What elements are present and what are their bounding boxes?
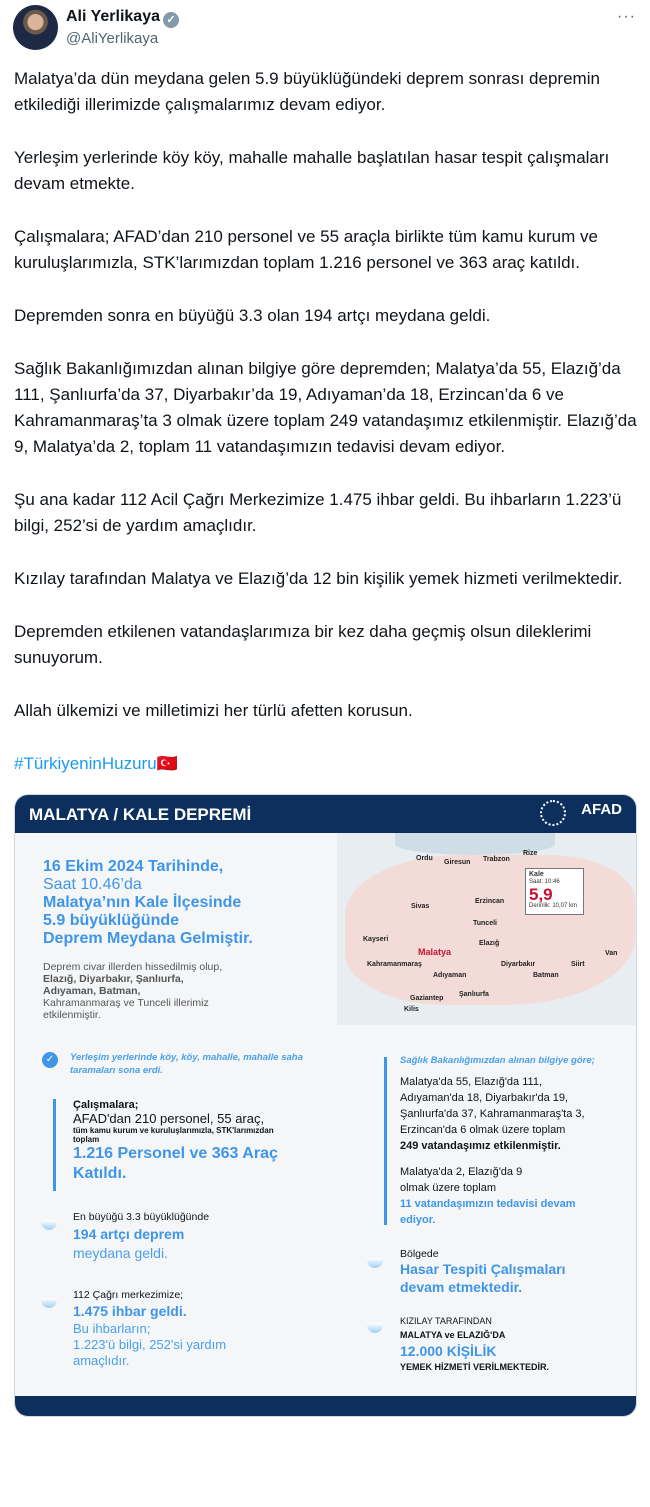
turkey-flag-icon: 🇹🇷	[156, 754, 178, 773]
infographic-title: MALATYA / KALE DEPREMİ	[15, 795, 636, 833]
map-city-label: Siirt	[571, 961, 585, 968]
more-options-icon[interactable]: ···	[617, 8, 636, 25]
map-city-label: Van	[605, 950, 618, 957]
bubble-icon	[367, 1258, 383, 1268]
scan-done-text: Yerleşim yerlerinde köy, köy, mahalle, mahalle saha taramaları sona erdi.	[70, 1052, 303, 1076]
verified-badge-icon: ✓	[163, 12, 179, 28]
map-city-label: Rize	[523, 850, 538, 857]
map-city-label: Kayseri	[363, 936, 389, 943]
afad-logo: AFAD	[581, 801, 622, 818]
map-city-label: Şanlıurfa	[459, 991, 489, 998]
tweet-paragraph: Yerleşim yerlerinde köy köy, mahalle mahalle başlatılan hasar tespit çalışmaları devam etmekte.	[14, 148, 610, 193]
map-city-label: Trabzon	[483, 856, 510, 863]
map-city-label: Ordu	[416, 855, 433, 862]
hashtag-link[interactable]: #TürkiyeninHuzuru	[14, 754, 157, 773]
map-city-label: Diyarbakır	[501, 961, 536, 968]
infographic-footer	[15, 1396, 636, 1416]
epicenter-box: Kale Saat: 10:46 5,9 Derinlik: 10,07 km	[525, 868, 584, 915]
tweet-paragraph: Depremden sonra en büyüğü 3.3 olan 194 artçı meydana geldi.	[14, 306, 491, 325]
map-city-label: Malatya	[418, 947, 452, 957]
map-city-label: Erzincan	[475, 898, 505, 905]
accent-bar	[384, 1057, 387, 1225]
tweet-paragraph: Malatya’da dün meydana gelen 5.9 büyüklüğündeki deprem sonrası depremin etkilediği illerimizde çalışmalarımız devam ediyor.	[14, 69, 600, 114]
accent-bar	[53, 1099, 56, 1191]
map-city-label: Kahramanmaraş	[367, 961, 422, 968]
map-city-label: Gaziantep	[410, 995, 444, 1002]
tweet-text	[14, 66, 639, 777]
map-city-label: Adıyaman	[433, 972, 467, 979]
health-block: Sağlık Bakanlığımızdan alınan bilgiye göre; Malatya'da 55, Elazığ'da 111, Adıyaman'da 18, Diyarbakır'da 19, Şanlıurfa'da 37, Kahramanmaraş'ta 3, Erzincan'da 6 olmak üzere toplam 249 vatandaşımız etkilenmiştir. Malatya'da 2, Elazığ'da 9 olmak üzere toplam 11 vatandaşımızın tedavisi devam ediyor.	[400, 1055, 595, 1226]
map-city-label: Tunceli	[473, 920, 497, 927]
avatar[interactable]	[13, 5, 58, 50]
map-region	[345, 855, 635, 1005]
author-name[interactable]: Ali Yerlikaya ✓	[66, 8, 179, 28]
map-city-label: Sivas	[411, 903, 430, 910]
tweet-header	[0, 0, 650, 66]
bottom-spacer	[0, 1417, 650, 1429]
map-city-label: Batman	[533, 972, 559, 979]
headline: 16 Ekim 2024 Tarihinde, Saat 10.46’da Malatya’nın Kale İlçesinde 5.9 büyüklüğünde Deprem Meydana Gelmiştir.	[43, 858, 253, 947]
tweet-paragraph: Şu ana kadar 112 Acil Çağrı Merkezimize 1.475 ihbar geldi. Bu ihbarların 1.223’ü bilgi, 252’si de yardım amaçlıdır.	[14, 490, 622, 535]
map-city-label: Elazığ	[479, 940, 500, 947]
bubble-icon	[41, 1298, 57, 1308]
felt-text: Deprem civar illerden hissedilmiş olup, Elazığ, Diyarbakır, Şanlıurfa, Adıyaman, Batman, Kahramanmaraş ve Tunceli illerimiz etkilenmiştir.	[43, 961, 223, 1021]
tweet-paragraph: Sağlık Bakanlığımızdan alınan bilgiye göre depremden; Malatya’da 55, Elazığ’da 111, Şanlıurfa’da 37, Diyarbakır’da 19, Adıyaman’da 18, Erzincan’da 6 ve Kahramanmaraş’ta 3 olmak üzere toplam 249 vatandaşımız etkilenmiştir. Elazığ’da 9, Malatya’da 2, toplam 11 vatandaşımızın tedavisi devam ediyor.	[14, 359, 637, 456]
map-city-label: Kilis	[404, 1006, 419, 1013]
work-block: Çalışmalara; AFAD'dan 210 personel, 55 araç, tüm kamu kurum ve kuruluşlarımızla, STK'larımızdan toplam 1.216 Personel ve 363 Araç Katıldı.	[73, 1099, 278, 1182]
check-icon: ✓	[42, 1052, 58, 1068]
tweet-paragraph: Çalışmalara; AFAD’dan 210 personel ve 55 araçla birlikte tüm kamu kurum ve kuruluşlarımızla, STK’larımızdan toplam 1.216 personel ve 363 araç katıldı.	[14, 227, 598, 272]
kizilay-block: KIZILAY TARAFINDAN MALATYA ve ELAZIĞ'DA 12.000 KİŞİLİK YEMEK HİZMETİ VERİLMEKTEDİR.	[400, 1316, 550, 1372]
map-city-label: Giresun	[444, 859, 471, 866]
author-handle[interactable]: @AliYerlikaya	[66, 30, 159, 47]
tweet-image[interactable]	[14, 794, 637, 1417]
damage-block: Bölgede Hasar Tespiti Çalışmaları devam etmektedir.	[400, 1248, 566, 1295]
tweet-paragraph: Allah ülkemizi ve milletimizi her türlü afetten korusun.	[14, 701, 413, 720]
bubble-icon	[41, 1220, 57, 1230]
calls-block: 112 Çağrı merkezimize; 1.475 ihbar geldi. Bu ihbarların; 1.223'ü bilgi, 252'si yardım amaçlıdır.	[73, 1289, 227, 1368]
tweet-paragraph: Kızılay tarafından Malatya ve Elazığ’da 12 bin kişilik yemek hizmeti verilmektedir.	[14, 569, 623, 588]
bubble-icon	[367, 1323, 383, 1333]
aftershock-block: En büyüğü 3.3 büyüklüğünde 194 artçı deprem meydana geldi.	[73, 1211, 210, 1261]
tweet-paragraph: Depremden etkilenen vatandaşlarımıza bir kez daha geçmiş olsun dileklerimi sunuyorum.	[14, 622, 592, 667]
seal-icon	[540, 800, 566, 826]
